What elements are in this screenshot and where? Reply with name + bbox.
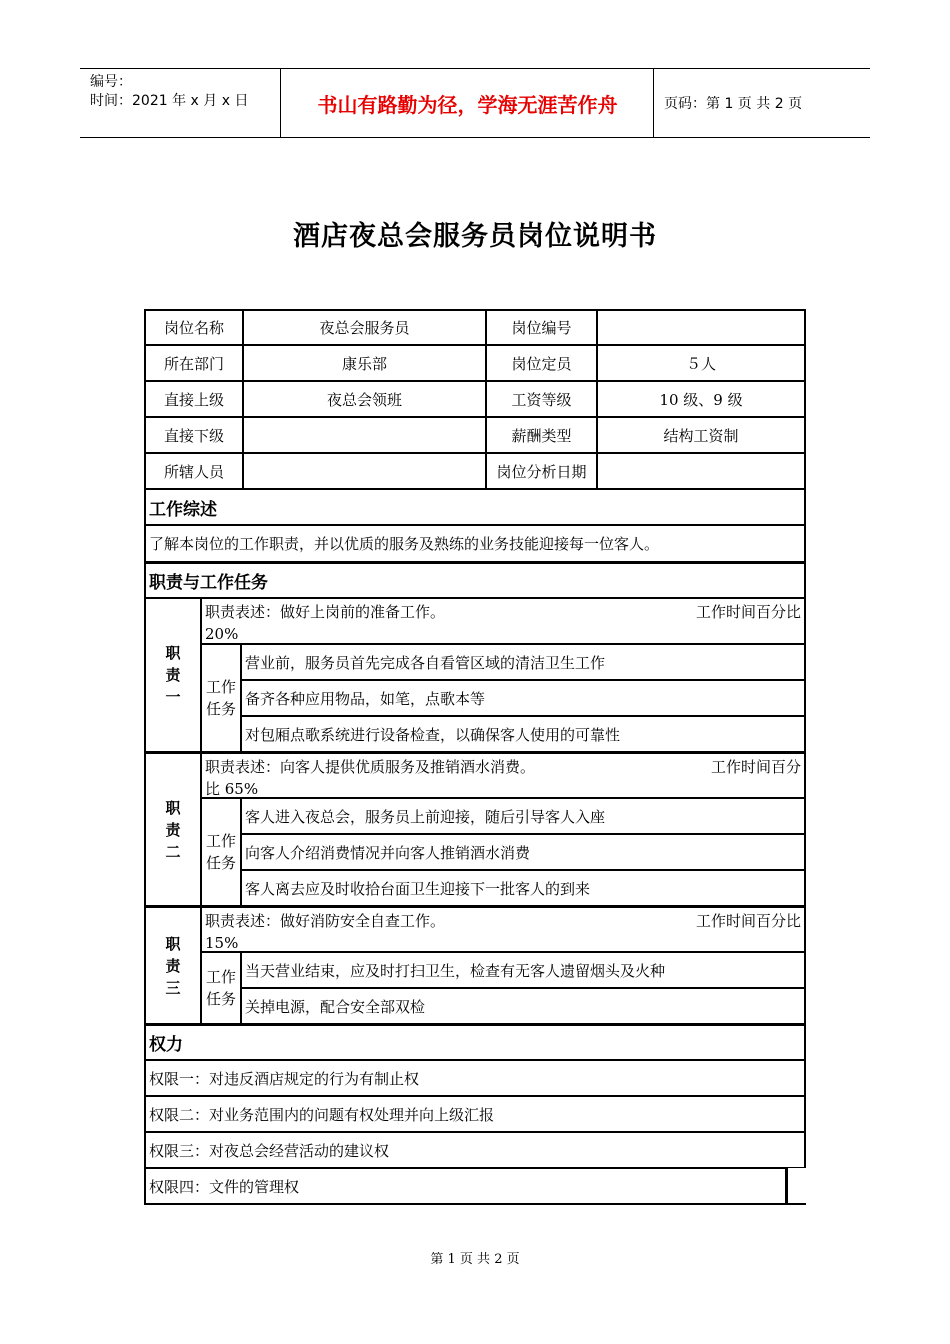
task-label-text: 工作 任务 <box>205 968 236 1008</box>
field-label: 直接上级 <box>144 381 243 417</box>
field-value: 10 级、9 级 <box>597 381 806 417</box>
task-label-text: 工作 任务 <box>205 678 236 718</box>
page-footer: 第 1 页 共 2 页 <box>430 1252 520 1267</box>
header-meta <box>80 69 281 137</box>
field-value <box>597 453 806 489</box>
field-value <box>597 309 806 345</box>
table-corner-rule <box>787 1203 806 1205</box>
field-label: 所在部门 <box>144 345 243 381</box>
field-value: 夜总会服务员 <box>243 309 486 345</box>
duty-label-text: 职 责 二 <box>165 798 181 861</box>
duty-percent-value: 20% <box>205 625 239 643</box>
field-label: 直接下级 <box>144 417 243 453</box>
field-value: 康乐部 <box>243 345 486 381</box>
field-value: 结构工资制 <box>597 417 806 453</box>
duty-percent-label: 工作时间百分比 <box>695 603 801 621</box>
summary-heading: 工作综述 <box>144 489 806 525</box>
authority-item: 权限三：对夜总会经营活动的建议权 <box>144 1132 806 1168</box>
duty-description <box>201 752 806 798</box>
task-item: 备齐各种应用物品，如笔，点歌本等 <box>241 680 806 716</box>
duty-description-text: 职责表述：做好消防安全自查工作。 <box>205 912 446 930</box>
task-item: 客人进入夜总会，服务员上前迎接，随后引导客人入座 <box>241 798 806 834</box>
summary-text: 了解本岗位的工作职责，并以优质的服务及熟练的业务技能迎接每一位客人。 <box>144 525 806 562</box>
task-item: 营业前，服务员首先完成各自看管区域的清洁卫生工作 <box>241 644 806 680</box>
duty-label <box>144 752 201 906</box>
duty-percent-value: 比 65% <box>205 780 259 798</box>
task-item: 关掉电源，配合安全部双检 <box>241 988 806 1024</box>
table-corner-rule <box>785 1168 788 1205</box>
task-item: 当天营业结束，应及时打扫卫生，检查有无客人遗留烟头及火种 <box>241 952 806 988</box>
document-header <box>80 68 870 138</box>
field-label: 岗位编号 <box>486 309 597 345</box>
duty-percent-label: 工作时间百分比 <box>695 912 801 930</box>
field-label: 岗位名称 <box>144 309 243 345</box>
document-number-label: 编号： <box>90 74 132 90</box>
field-label: 岗位定员 <box>486 345 597 381</box>
task-label <box>201 952 241 1024</box>
duty-description-text: 职责表述：向客人提供优质服务及推销酒水消费。 <box>205 758 536 776</box>
field-label: 所辖人员 <box>144 453 243 489</box>
task-label-text: 工作 任务 <box>205 832 236 872</box>
authority-heading: 权力 <box>144 1024 806 1060</box>
duty-label-text: 职 责 一 <box>165 644 181 706</box>
task-item: 向客人介绍消费情况并向客人推销酒水消费 <box>241 834 806 870</box>
field-value <box>243 417 486 453</box>
duty-description <box>201 906 806 952</box>
authority-item: 权限四：文件的管理权 <box>144 1168 787 1205</box>
duty-description-text: 职责表述：做好上岗前的准备工作。 <box>205 603 446 621</box>
authority-item: 权限二：对业务范围内的问题有权处理并向上级汇报 <box>144 1096 806 1132</box>
field-value: 夜总会领班 <box>243 381 486 417</box>
field-label: 工资等级 <box>486 381 597 417</box>
field-value <box>243 453 486 489</box>
header-page-info: 页码：第 1 页 共 2 页 <box>664 96 803 112</box>
authority-item: 权限一：对违反酒店规定的行为有制止权 <box>144 1060 806 1096</box>
field-label: 岗位分析日期 <box>486 453 597 489</box>
field-value: ５人 <box>597 345 806 381</box>
duty-percent-label: 工作时间百分 <box>710 758 801 776</box>
task-item: 客人离去应及时收拾台面卫生迎接下一批客人的到来 <box>241 870 806 906</box>
field-label: 薪酬类型 <box>486 417 597 453</box>
duty-label <box>144 906 201 1024</box>
duty-label <box>144 598 201 752</box>
document-time-label: 时间：2021 年 x 月 x 日 <box>90 93 249 109</box>
duties-heading: 职责与工作任务 <box>144 562 806 598</box>
duty-percent-value: 15% <box>205 934 239 952</box>
task-item: 对包厢点歌系统进行设备检查，以确保客人使用的可靠性 <box>241 716 806 752</box>
header-motto: 书山有路勤为径，学海无涯苦作舟 <box>282 69 654 137</box>
duty-label-text: 职 责 三 <box>165 934 181 997</box>
page-title: 酒店夜总会服务员岗位说明书 <box>293 221 657 252</box>
task-label <box>201 644 241 752</box>
duty-description <box>201 598 806 644</box>
task-label <box>201 798 241 906</box>
